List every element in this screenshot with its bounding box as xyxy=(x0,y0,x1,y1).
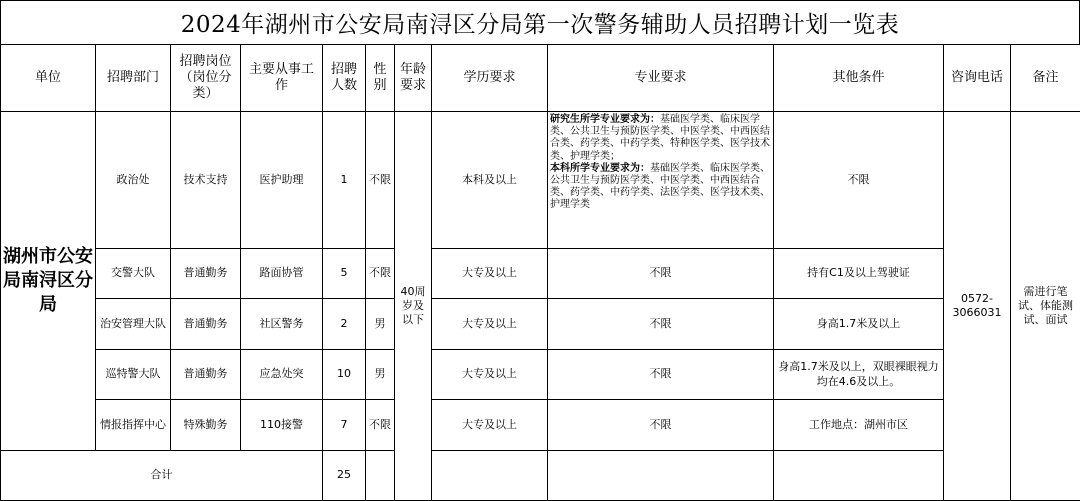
row-post: 技术支持 xyxy=(171,112,241,249)
row-post: 普通勤务 xyxy=(171,299,241,350)
row-work: 社区警务 xyxy=(241,299,323,350)
header-post: 招聘岗位（岗位分类） xyxy=(171,45,241,112)
row-major: 不限 xyxy=(548,249,774,299)
total-row xyxy=(1,451,1080,501)
major-requirement-detail xyxy=(548,112,774,249)
row-count: 10 xyxy=(323,350,366,400)
header-row xyxy=(1,45,1080,112)
row-other: 持有C1及以上驾驶证 xyxy=(774,249,944,299)
header-major: 专业要求 xyxy=(548,45,774,112)
header-gender: 性别 xyxy=(366,45,395,112)
row-count: 7 xyxy=(323,400,366,451)
row-edu: 大专及以上 xyxy=(432,350,548,400)
row-work: 应急处突 xyxy=(241,350,323,400)
total-other-empty xyxy=(774,451,944,501)
header-edu: 学历要求 xyxy=(432,45,548,112)
grad-major-text: 基础医学类、临床医学类、公共卫生与预防医学类、中医学类、中西医结合类、药学类、中药学类、特种医学类、医学技术类、护理学类； xyxy=(550,114,770,162)
header-count: 招聘人数 xyxy=(323,45,366,112)
row-edu: 大专及以上 xyxy=(432,249,548,299)
row-major: 不限 xyxy=(548,350,774,400)
page-title: 2024年湖州市公安局南浔区分局第一次警务辅助人员招聘计划一览表 xyxy=(0,0,1080,44)
row-other: 身高1.7米及以上，双眼裸眼视力均在4.6及以上。 xyxy=(774,350,944,400)
total-edu-empty xyxy=(432,451,548,501)
row-major: 不限 xyxy=(548,299,774,350)
row-other: 工作地点：湖州市区 xyxy=(774,400,944,451)
row-edu: 本科及以上 xyxy=(432,112,548,249)
header-work: 主要从事工作 xyxy=(241,45,323,112)
header-age: 年龄要求 xyxy=(395,45,432,112)
row-count: 5 xyxy=(323,249,366,299)
row-major: 不限 xyxy=(548,400,774,451)
row-edu: 大专及以上 xyxy=(432,400,548,451)
row-other: 不限 xyxy=(774,112,944,249)
ug-major-label: 本科所学专业要求为： xyxy=(550,162,650,174)
total-count: 25 xyxy=(323,451,366,501)
row-work: 110接警 xyxy=(241,400,323,451)
row-dept: 政治处 xyxy=(96,112,171,249)
row-gender: 不限 xyxy=(366,400,395,451)
row-work: 医护助理 xyxy=(241,112,323,249)
row-work: 路面协管 xyxy=(241,249,323,299)
total-gender-empty xyxy=(366,451,395,501)
row-count: 2 xyxy=(323,299,366,350)
row-gender: 不限 xyxy=(366,249,395,299)
row-post: 普通勤务 xyxy=(171,350,241,400)
recruitment-table xyxy=(0,44,1080,501)
row-count: 1 xyxy=(323,112,366,249)
header-note: 备注 xyxy=(1011,45,1080,112)
total-label: 合计 xyxy=(1,451,323,501)
age-requirement: 40周岁及以下 xyxy=(395,112,432,501)
table-row xyxy=(1,249,1080,299)
header-dept: 招聘部门 xyxy=(96,45,171,112)
header-unit: 单位 xyxy=(1,45,96,112)
remark: 需进行笔试、体能测试、面试 xyxy=(1011,112,1080,501)
row-dept: 情报指挥中心 xyxy=(96,400,171,451)
contact-phone: 0572-3066031 xyxy=(944,112,1011,501)
row-post: 普通勤务 xyxy=(171,249,241,299)
row-gender: 男 xyxy=(366,350,395,400)
grad-major-label: 研究生所学专业要求为： xyxy=(550,114,660,125)
row-edu: 大专及以上 xyxy=(432,299,548,350)
row-dept: 交警大队 xyxy=(96,249,171,299)
ug-major-text: 基础医学类、临床医学类、公共卫生与预防医学类、中医学类、中西医结合类、药学类、中药学类、法医学类、医学技术类、护理学类 xyxy=(550,162,770,211)
header-phone: 咨询电话 xyxy=(944,45,1011,112)
table-row xyxy=(1,299,1080,350)
header-other: 其他条件 xyxy=(774,45,944,112)
table-row xyxy=(1,350,1080,400)
table-row xyxy=(1,112,1080,249)
row-post: 特殊勤务 xyxy=(171,400,241,451)
total-major-empty xyxy=(548,451,774,501)
row-gender: 男 xyxy=(366,299,395,350)
row-dept: 巡特警大队 xyxy=(96,350,171,400)
table-row xyxy=(1,400,1080,451)
row-dept: 治安管理大队 xyxy=(96,299,171,350)
row-other: 身高1.7米及以上 xyxy=(774,299,944,350)
unit-name: 湖州市公安局南浔区分局 xyxy=(1,112,96,451)
row-gender: 不限 xyxy=(366,112,395,249)
